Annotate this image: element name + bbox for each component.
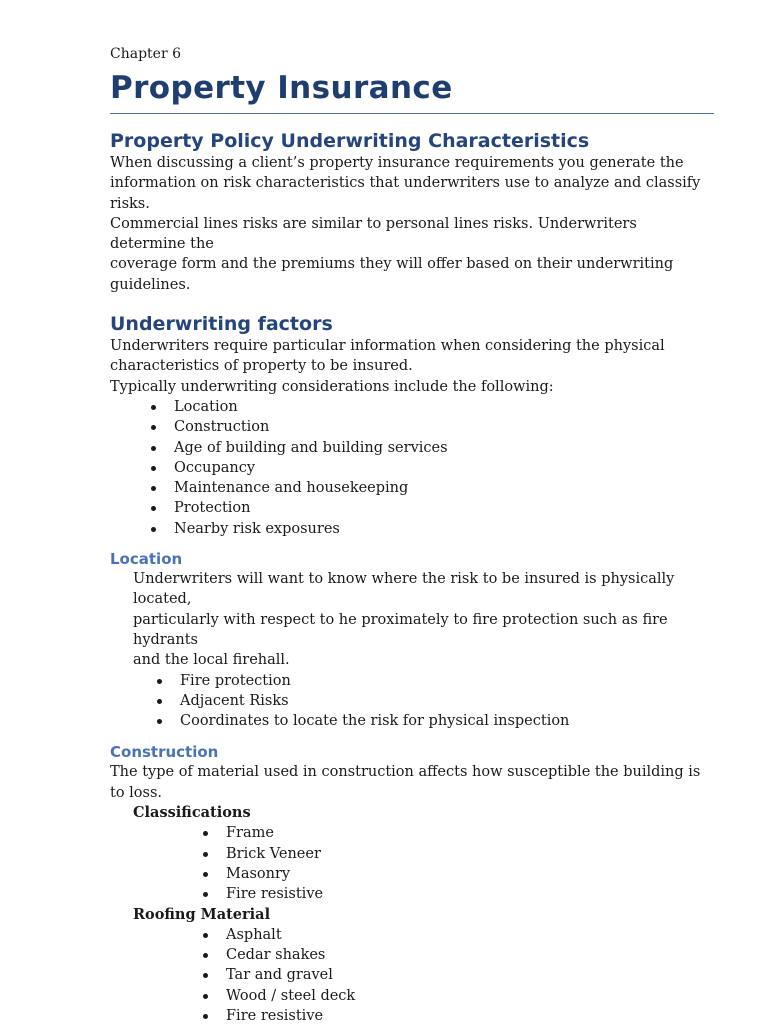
- section-heading-underwriting-factors: Underwriting factors: [110, 313, 333, 336]
- text-line: characteristics of property to be insured.: [110, 358, 413, 375]
- text-line: and the local firehall.: [133, 652, 290, 669]
- list-item: Wood / steel deck: [110, 986, 714, 1006]
- construction-intro: The type of material used in construction affects how susceptible the building is to loss.: [110, 764, 701, 801]
- roofing-material-list: [110, 925, 714, 1026]
- list-item: Age of building and building services: [110, 438, 714, 458]
- text-line: coverage form and the premiums they will offer based on their underwriting guidelines.: [110, 256, 674, 293]
- list-item: Construction: [110, 417, 714, 437]
- classifications-label: Classifications: [133, 804, 251, 822]
- list-item: Maintenance and housekeeping: [110, 478, 714, 498]
- paragraph-location: [110, 569, 714, 670]
- list-item: Fire resistive: [110, 1006, 714, 1026]
- roofing-material-label: Roofing Material: [133, 905, 271, 923]
- paragraph-underwriting-characteristics: [110, 153, 714, 295]
- list-item: Masonry: [110, 864, 714, 884]
- text-line: particularly with respect to he proximately to fire protection such as fire hydrants: [133, 611, 668, 648]
- text-line: When discussing a client’s property insurance requirements you generate the: [110, 155, 684, 171]
- list-item: Coordinates to locate the risk for physical inspection: [110, 711, 714, 731]
- location-list: [110, 671, 714, 732]
- page-title: Property Insurance: [110, 68, 714, 114]
- list-item: Cedar shakes: [110, 945, 714, 965]
- text-line: Commercial lines risks are similar to personal lines risks. Underwriters determine the: [110, 215, 637, 253]
- list-item: Occupancy: [110, 458, 714, 478]
- document-page: [110, 44, 714, 1026]
- list-item: Asphalt: [110, 925, 714, 945]
- text-line: Underwriters require particular information when considering the physical: [110, 338, 665, 355]
- list-item: Tar and gravel: [110, 965, 714, 985]
- paragraph-underwriting-factors: [110, 336, 714, 397]
- chapter-label: Chapter 6: [110, 46, 181, 62]
- subheading-location: Location: [110, 550, 183, 569]
- text-line: information on risk characteristics that underwriters use to analyze and classify risks.: [110, 175, 701, 212]
- subheading-construction: Construction: [110, 743, 219, 762]
- list-item: Brick Veneer: [110, 844, 714, 864]
- classifications-list: [110, 823, 714, 904]
- section-heading-underwriting-characteristics: Property Policy Underwriting Characteristics: [110, 130, 590, 152]
- list-item: Protection: [110, 498, 714, 518]
- list-item: Fire protection: [110, 671, 714, 691]
- underwriting-factors-list: [110, 397, 714, 539]
- text-line: Typically underwriting considerations include the following:: [110, 378, 554, 395]
- list-item: Adjacent Risks: [110, 691, 714, 711]
- list-item: Fire resistive: [110, 884, 714, 904]
- list-item: Frame: [110, 823, 714, 843]
- text-line: Underwriters will want to know where the risk to be insured is physically located,: [133, 571, 675, 608]
- list-item: Location: [110, 397, 714, 417]
- list-item: Nearby risk exposures: [110, 519, 714, 539]
